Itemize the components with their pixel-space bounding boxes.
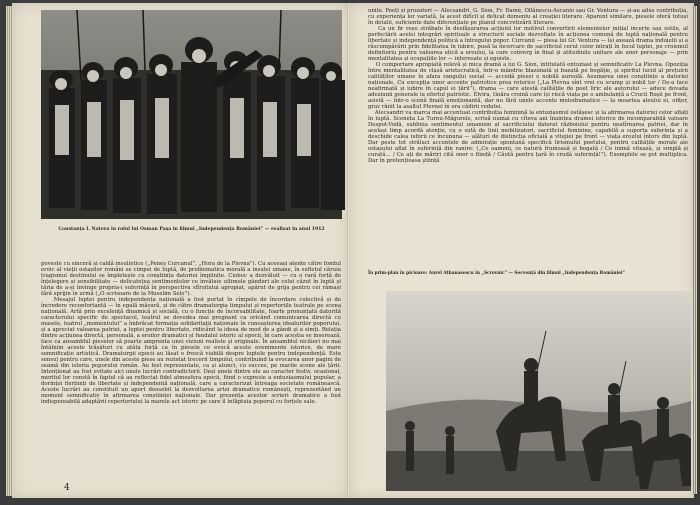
right-photo-cavalry xyxy=(386,291,691,491)
page-number: 4 xyxy=(64,483,70,493)
right-body-text: unite. Poeți și prozatori — Alecsandri, G. Sion, Fr. Damé, Ollănescu-Ascanio sau Gr. Ventura — și-au adus contribuția, cu experiența lor variată, la acest difícil și delicat domeniu al creației literare. Aparent similare, piesele oferă totuși în detalii, suficiente date diferențiate pe planul concretizării literare. Ca un fir roșu străbate în desfășurarea acțiunii lor motivul convertirii elementelor inițial incerte sau ostile, al perfectării acelei integrări spirituale a structurii sociale dezvoltate în acțiunea comună de luptă națională pentru libertate și independență politică a întregului popor. Curcanii — piesa lui Gr. Ventura — își axează drama îndoielii și a răscumpărării prin fidelitatea în iubire, pusă la încercare de sacrificiul cerut celor intrați în focul luptei, pe croismul definitoriu pentru valoarea etică a eroului, la care converg în final și atitudinile unitare ale unor personaje — prin mentalitatea și ocupațiile lor — interesate și egoiste. O comportare apropiată relevă și mica dramă a lui G. Sion, intitulată entuziast și semnificativ La Plevna. Opoziția între mentalitatea de clasă aristocratică, într-o mândrie blazonată și bazată pe bogăție, și spiritul lucid al prețuirii calităților umane în afara rangului social — accedă piesei o nobilă aureolă. Asumarea unei conștiințe a datoriei naționale, Cu excepția unor accente patriotice prea retorice („La Plevna sînt vrei cu scump și nobil lor / De-a face neafirmată și iubire în capul ei țării”), drama — care atestă calitățile de poet liric ale autorului — aduce dovada adeziunii generale la efortul patriotic. Elvira, tînăra croină care își riscă viața pe o ambulanță a Crucii Roșii pe front, asistă — într-o scenă finală emoționantă, dar nu fără unele accente melodramatice — la moartea aleului ei, ofițer, grav rănit la asaltul Plevnei în ora cădirii redutei. Alecsandri va marca mai accentuat contribuția feminină la entuziasmul ostășesc și la afirmarea datoriei celor aflați în luptă. Sceneta La Turnu-Măgurele, scrisă numai cu cîteva ani înaintea dramei istorice de incomparabilă valoare Despot-Vodă, sublinia sentimentul umanism al sacrificiului datorat războiului pentru neatîrnarea patriei, dar în același timp acordă atenție, cu o sută de linii mobilizatori, sacrificiul feminine, capabilă a suporta suferința și a deschide calea iubirii ce încununa — alături de distincția oficială a vitejiei pe front — viața eroului întors din luptă. Dar peste tot străluci accentele de admirație spontană specifică lirismului poetului, pentru calitățile morale ale ostașului aflat în suferință din ranire: („Ce oameni, ce natură frumoasă și bogată / Ce inimă viteazà, și simplă și curată... / Ce ați de măriri cită onor o fiindă / Căută pentru țară în crudă suferință!”). Exemplele se pot multiplica. Dar în pretențioasa știință xyxy=(368,8,689,164)
left-body-text: poveste cu sinceră și caldă insulietice („Peneș Curcanul”, „Hora de la Plevna”). Cu aceeași atente către fondul eroic al vieții ostașilor români se cimpei de luptă, de problematica morală a insulei umane, în sufletul căruia tragismul destinului se împletește cu conștiința datoriei împlinite. Ciobuc a dezvăluit — cu o rară forță de înțelegere și sensibilitate — delicatețea sentimentelor ce învăluie ultimele gânduri ale celui căzut în luptă și tăria de a-și învinge propria-i suferință în perspectiva sfîrșitului apropiat, apărut de grija pentru cei rămași fără sprijin în urmă („O scrisoare de la Muselim Selo”). Mesajul luptei pentru independența națională a fost purtat în cîmpele de încordare colectivă și de încredere reconfortantă — în egală măsură, și de către dramaturgia timpului și repertoriile teatrale pe scena națională. Artă prin excelență dinamică și socială, cu o funcție de încorsabilitate, foarte pronunțată datorită caracterului specific de spectacol, teatrul se dovedea mai pregnant ca oricând comunicarea directă cu masele, teatrul „momentului” a îmbrăcat formația solidaritații naționale în cunoașterea idealurilor poporului, și a apreciat valoarea patriei, a luptei pentru libertate, ridicând la ideea de mod de a gândi și a simți. Relația dintre acțiunea directă, personală, a eroilor dramatici și fundalul istoric al epocii, în care aceștia se inserează, face ca ansamblul pieselor să poarte amprenta unei viziuni realiste și originale. În ansamblul nicăieri nu mai întâlnim aceste trăsături cu atâta forță ca în piesele ce evocă aceste evenimente istorice, de mare semnificație artistică. Dramaturgii epocii au lăsat o frescă viabilă despre luptele pentru independență. Este sensul pentru care, unele din aceste piese au rezistat trecerii timpului, contribuind la evocarea unor pagini de seamă din istoria poporului român. Au fost reprezentate, ca și atunci, cu succes, pe marile scene ale țării. Intenționat au fost evitate aici unele lucrări contradictorii. Deși unele dintre ele au caracter festiv, ocazional, meritul lor constă în faptul că au reflectat fidel atmosfera epocii, fiind o expresie a entuziasmului popular, a dorinței fierbinți de libertate și independență națională, care a caracterizat întreaga societate românească. Aceste lucrări au constituit un aport deosebit la dezvoltarea artei dramatice românești, reprezentând un moment semnificativ în afirmarea conștiinței naționale. Dar prezența acestor scrieri dramatice a fost indispensabilă adaptării repertoriului la marele act istoric pe care îl înfăptuia poporul cu forțele sale. xyxy=(41,261,341,405)
right-photo-caption: În prim-plan în picioare: Aurel Athanasescu în „Scrovnic” — Secvență din filmul „Independența României” xyxy=(368,271,626,276)
left-page xyxy=(12,3,348,498)
left-photo-soldiers xyxy=(41,10,342,219)
page-edges-right xyxy=(692,6,697,494)
right-page xyxy=(349,3,694,498)
left-photo-caption: Constanța I. Nateva in rolul lui Osman Pașa in filmul „Independența României” — realizat in anul 1912 xyxy=(58,227,325,232)
